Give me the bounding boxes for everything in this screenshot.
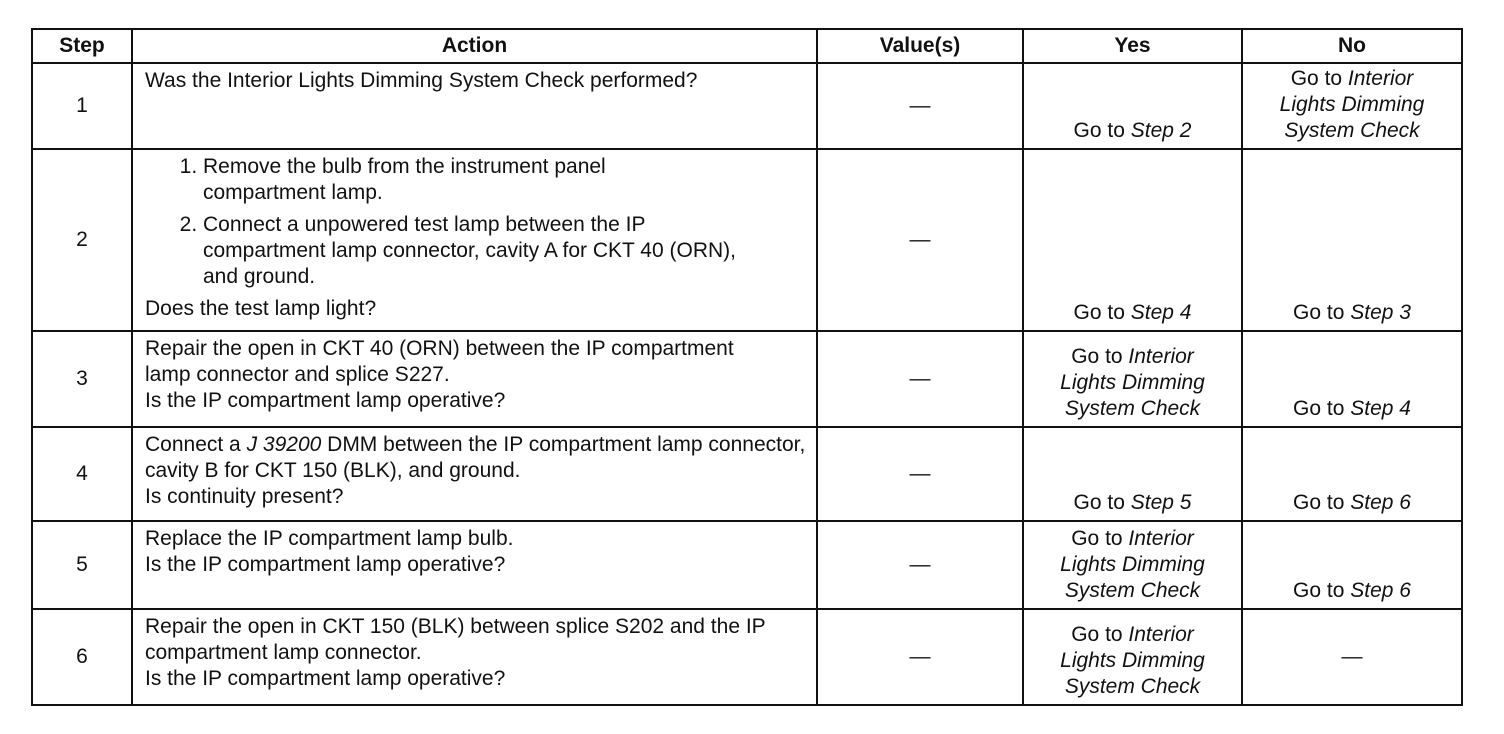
yes-prefix: Go to bbox=[1071, 527, 1129, 550]
no-cell bbox=[1242, 521, 1462, 609]
action-step-item: 2. Connect a unpowered test lamp between the IP compartment lamp connector, cavity A for CKT 40 (ORN), and ground. bbox=[203, 212, 763, 290]
no-cell bbox=[1242, 331, 1462, 427]
value-cell: — bbox=[817, 331, 1023, 427]
table-row bbox=[32, 521, 1462, 609]
action-text bbox=[145, 432, 806, 484]
no-ref: Step 4 bbox=[1350, 397, 1411, 420]
yes-cell bbox=[1023, 149, 1242, 331]
action-text-start: Connect a bbox=[145, 433, 247, 456]
value-cell: — bbox=[817, 427, 1023, 521]
no-ref: Step 6 bbox=[1350, 491, 1411, 514]
no-ref: Step 3 bbox=[1350, 301, 1411, 324]
no-prefix: Go to bbox=[1293, 579, 1351, 602]
value-cell: — bbox=[817, 521, 1023, 609]
yes-prefix: Go to bbox=[1073, 119, 1131, 142]
yes-ref: Step 5 bbox=[1130, 491, 1192, 514]
step-number: 5 bbox=[32, 521, 132, 609]
col-header-values: Value(s) bbox=[817, 29, 1023, 63]
tool-ref: J 39200 bbox=[246, 433, 322, 456]
yes-prefix: Go to bbox=[1071, 345, 1129, 368]
action-text: Replace the IP compartment lamp bulb. bbox=[145, 527, 514, 550]
action-step-item: 1. Remove the bulb from the instrument panel compartment lamp. bbox=[203, 154, 703, 206]
table-row bbox=[32, 609, 1462, 705]
step-number: 6 bbox=[32, 609, 132, 705]
header-row bbox=[32, 29, 1462, 63]
diagnostic-table bbox=[31, 28, 1463, 706]
step-number: 1 bbox=[32, 63, 132, 149]
no-cell bbox=[1242, 63, 1462, 149]
action-cell bbox=[132, 427, 817, 521]
action-cell bbox=[132, 609, 817, 705]
yes-ref: Interior Lights Dimming System Check bbox=[1060, 345, 1205, 420]
table-row bbox=[32, 149, 1462, 331]
col-header-no: No bbox=[1242, 29, 1462, 63]
table-row bbox=[32, 331, 1462, 427]
yes-ref: Step 4 bbox=[1130, 301, 1192, 324]
value-cell: — bbox=[817, 609, 1023, 705]
yes-prefix: Go to bbox=[1071, 623, 1129, 646]
action-question: Is continuity present? bbox=[145, 485, 344, 508]
no-ref: Interior Lights Dimming System Check bbox=[1279, 67, 1425, 142]
yes-cell bbox=[1023, 427, 1242, 521]
step-number: 4 bbox=[32, 427, 132, 521]
no-cell bbox=[1242, 427, 1462, 521]
value-cell: — bbox=[817, 149, 1023, 331]
yes-prefix: Go to bbox=[1073, 491, 1131, 514]
value-cell: — bbox=[817, 63, 1023, 149]
action-text: Repair the open in CKT 40 (ORN) between the IP compartment lamp connector and splice S227. bbox=[145, 337, 734, 386]
no-prefix: Go to bbox=[1293, 491, 1351, 514]
yes-cell bbox=[1023, 521, 1242, 609]
no-cell: — bbox=[1242, 609, 1462, 705]
col-header-step: Step bbox=[32, 29, 132, 63]
yes-cell bbox=[1023, 63, 1242, 149]
yes-prefix: Go to bbox=[1073, 301, 1131, 324]
action-question: Does the test lamp light? bbox=[145, 297, 377, 320]
action-question: Is the IP compartment lamp operative? bbox=[145, 389, 506, 412]
action-cell bbox=[132, 331, 817, 427]
yes-ref: Interior Lights Dimming System Check bbox=[1060, 623, 1205, 698]
action-text-end: DMM between the IP compartment lamp connector, cavity B for CKT 150 (BLK), and ground. bbox=[145, 433, 806, 482]
no-ref: Step 6 bbox=[1350, 579, 1411, 602]
yes-ref: Step 2 bbox=[1130, 119, 1192, 142]
action-cell bbox=[132, 149, 817, 331]
table-row bbox=[32, 427, 1462, 521]
no-prefix: Go to bbox=[1293, 301, 1351, 324]
action-text: Was the Interior Lights Dimming System Check performed? bbox=[145, 69, 698, 92]
no-prefix: Go to bbox=[1293, 397, 1351, 420]
action-question: Is the IP compartment lamp operative? bbox=[145, 553, 506, 576]
yes-cell bbox=[1023, 331, 1242, 427]
action-question: Is the IP compartment lamp operative? bbox=[145, 667, 506, 690]
col-header-action: Action bbox=[132, 29, 817, 63]
step-number: 2 bbox=[32, 149, 132, 331]
action-text: Repair the open in CKT 150 (BLK) between splice S202 and the IP compartment lamp connector. bbox=[145, 615, 766, 664]
yes-cell bbox=[1023, 609, 1242, 705]
step-number: 3 bbox=[32, 331, 132, 427]
yes-ref: Interior Lights Dimming System Check bbox=[1060, 527, 1205, 602]
action-cell bbox=[132, 63, 817, 149]
no-prefix: Go to bbox=[1290, 67, 1348, 90]
table-row bbox=[32, 63, 1462, 149]
no-cell bbox=[1242, 149, 1462, 331]
action-steps-list bbox=[145, 154, 806, 290]
action-cell bbox=[132, 521, 817, 609]
col-header-yes: Yes bbox=[1023, 29, 1242, 63]
